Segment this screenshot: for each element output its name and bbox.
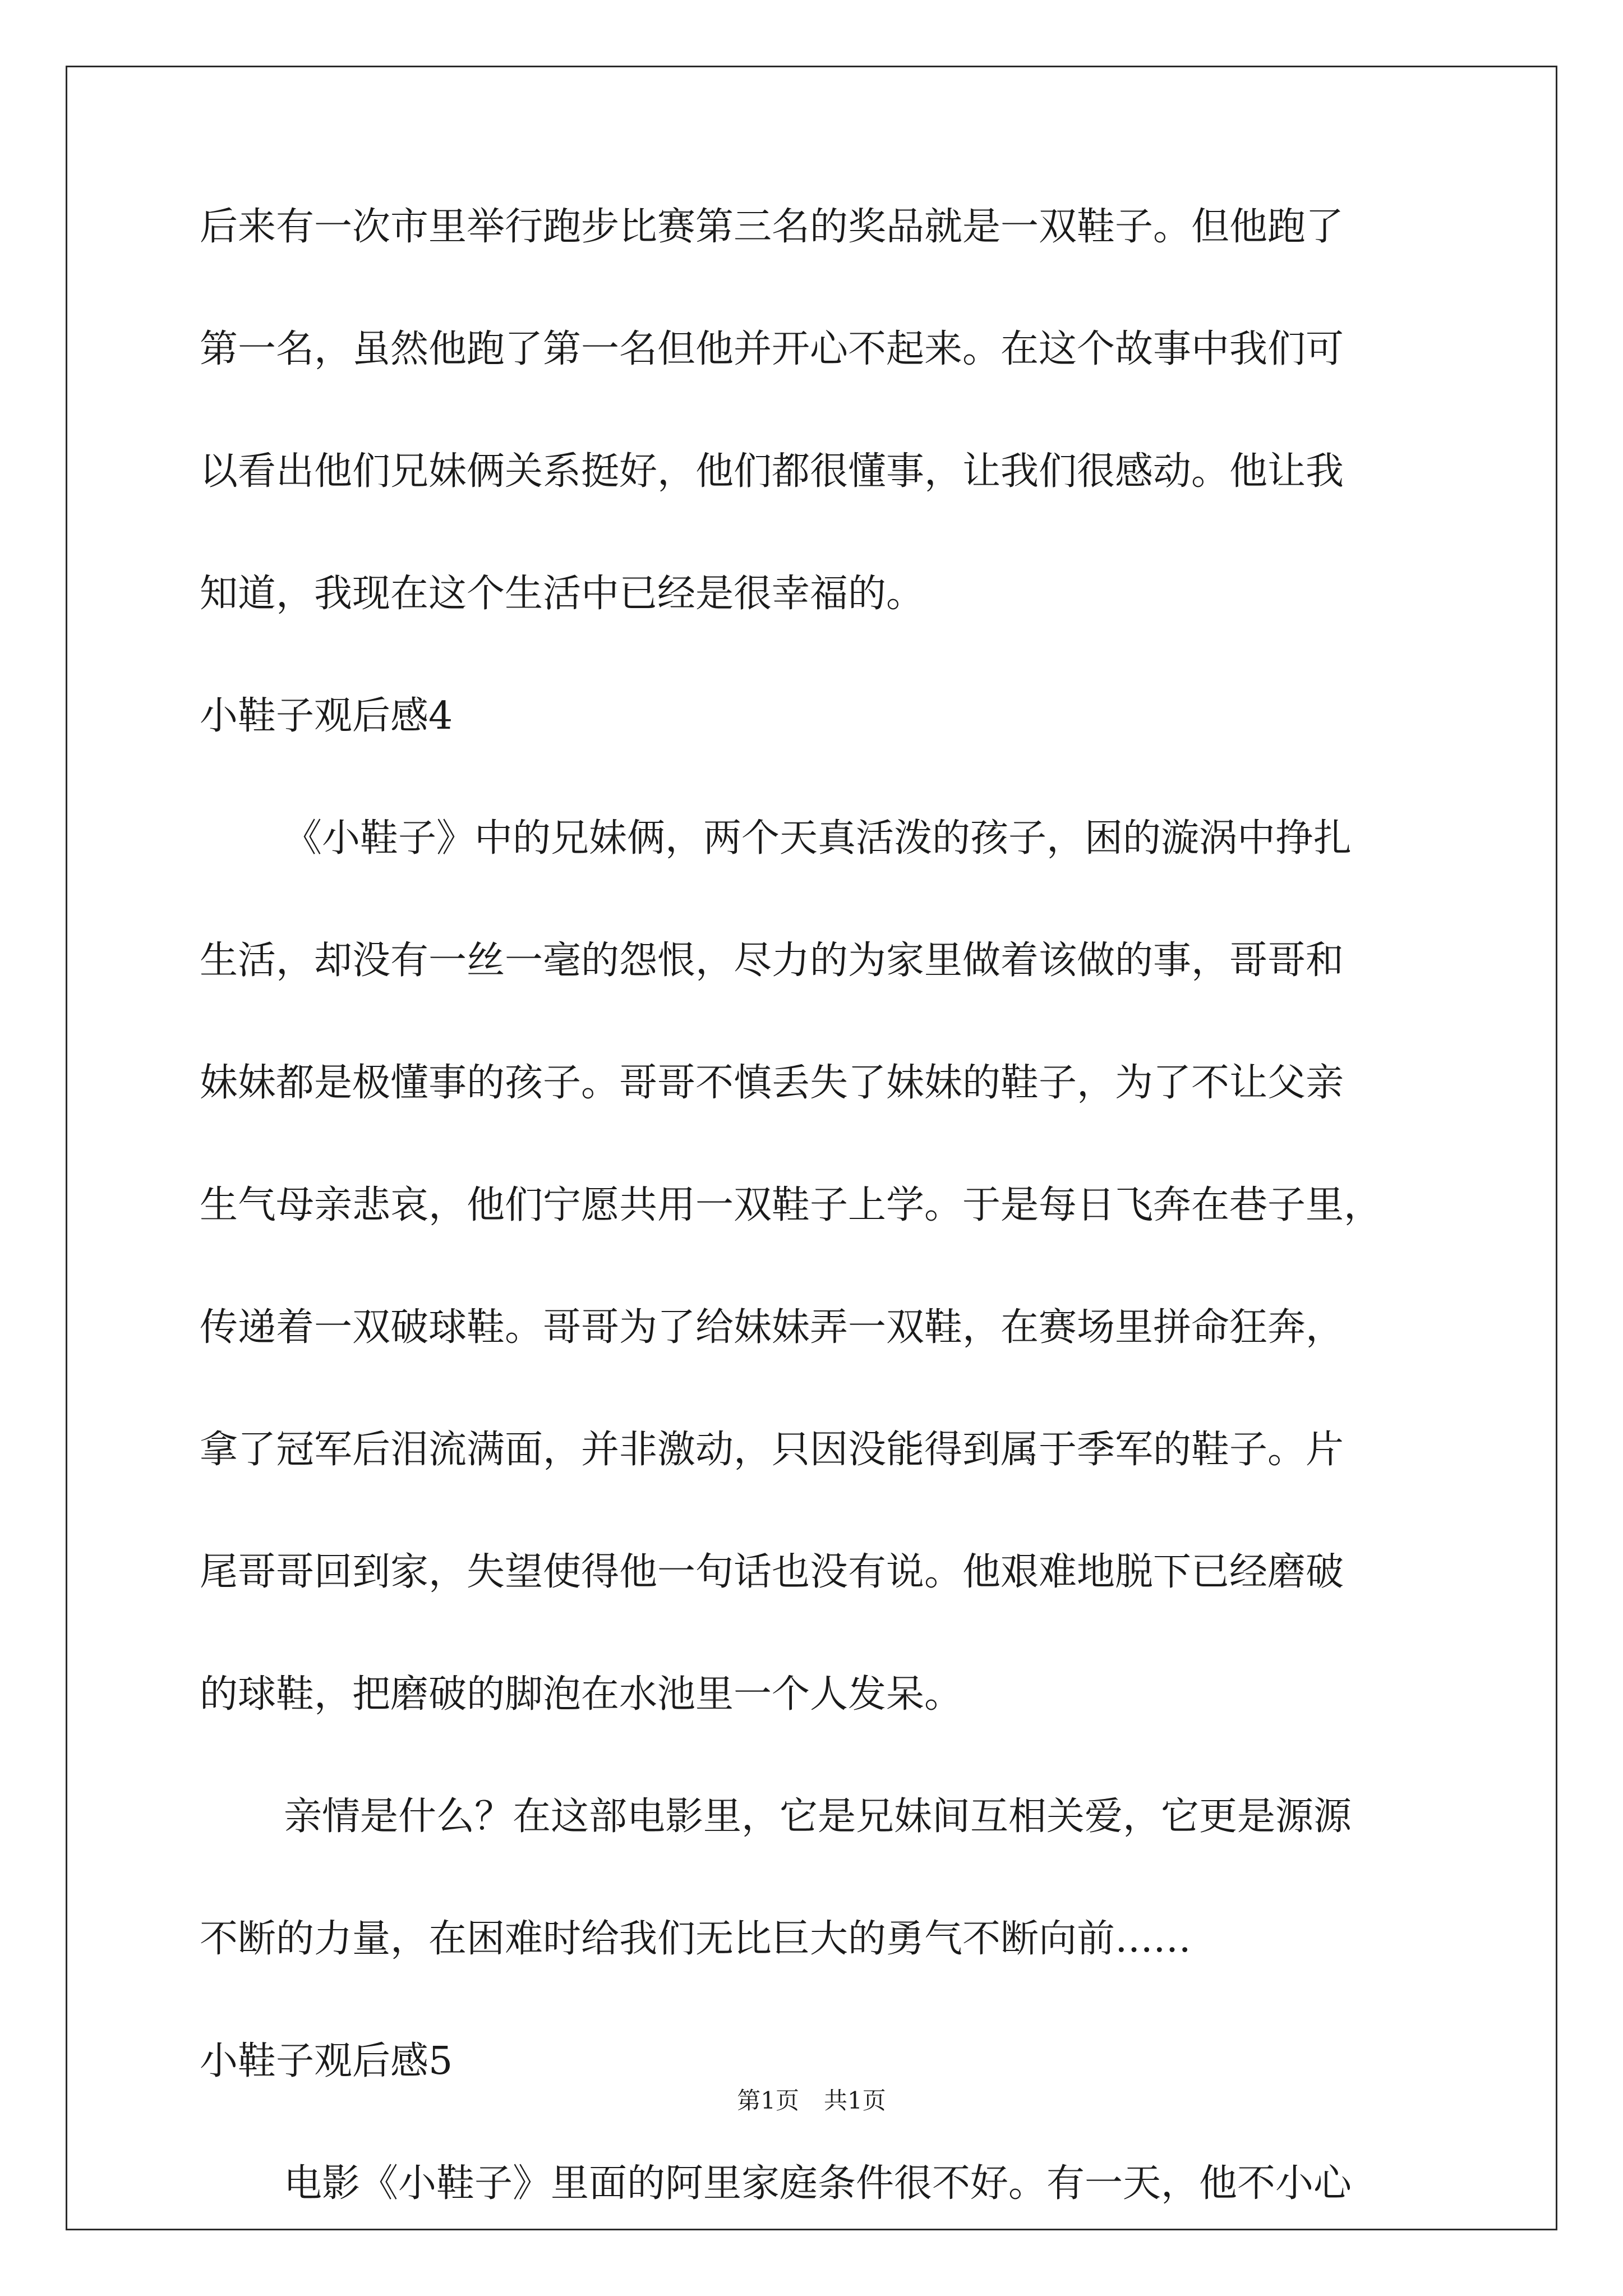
paragraph-line: 亲情是什么？在这部电影里，它是兄妹间互相关爱，它更是源源: [284, 1795, 1352, 1839]
page-border: [66, 66, 1557, 2230]
paragraph-line: 妹妹都是极懂事的孩子。哥哥不慎丢失了妹妹的鞋子，为了不让父亲: [200, 1061, 1344, 1105]
page-footer: [0, 2087, 1623, 2115]
paragraph-line: 生活，却没有一丝一毫的怨恨，尽力的为家里做着该做的事，哥哥和: [200, 938, 1344, 983]
paragraph-line: 传递着一双破球鞋。哥哥为了给妹妹弄一双鞋，在赛场里拼命狂奔，: [200, 1305, 1344, 1350]
paragraph-line: 拿了冠军后泪流满面，并非激动，只因没能得到属于季军的鞋子。片: [200, 1428, 1344, 1472]
page-number: 第1页: [737, 2087, 799, 2114]
paragraph-line: 后来有一次市里举行跑步比赛第三名的奖品就是一双鞋子。但他跑了: [200, 205, 1344, 249]
paragraph-line: 尾哥哥回到家，失望使得他一句话也没有说。他艰难地脱下已经磨破: [200, 1550, 1344, 1594]
paragraph-line: 生气母亲悲哀，他们宁愿共用一双鞋子上学。于是每日飞奔在巷子里，: [200, 1183, 1382, 1227]
paragraph-line: 的球鞋，把磨破的脚泡在水池里一个人发呆。: [200, 1672, 963, 1717]
paragraph-line: 不断的力量，在困难时给我们无比巨大的勇气不断向前……: [200, 1917, 1192, 1961]
section-heading: 小鞋子观后感4: [200, 694, 453, 738]
paragraph-line: 电影《小鞋子》里面的阿里家庭条件很不好。有一天，他不小心: [284, 2161, 1352, 2206]
paragraph-line: 知道，我现在这个生活中已经是很幸福的。: [200, 572, 925, 616]
paragraph-line: 第一名，虽然他跑了第一名但他并开心不起来。在这个故事中我们可: [200, 327, 1344, 371]
paragraph-line: 以看出他们兄妹俩关系挺好，他们都很懂事，让我们很感动。他让我: [200, 449, 1344, 494]
section-heading: 小鞋子观后感5: [200, 2039, 453, 2083]
paragraph-line: 《小鞋子》中的兄妹俩，两个天真活泼的孩子，困的漩涡中挣扎: [284, 816, 1352, 861]
page-total: 共1页: [824, 2087, 886, 2114]
